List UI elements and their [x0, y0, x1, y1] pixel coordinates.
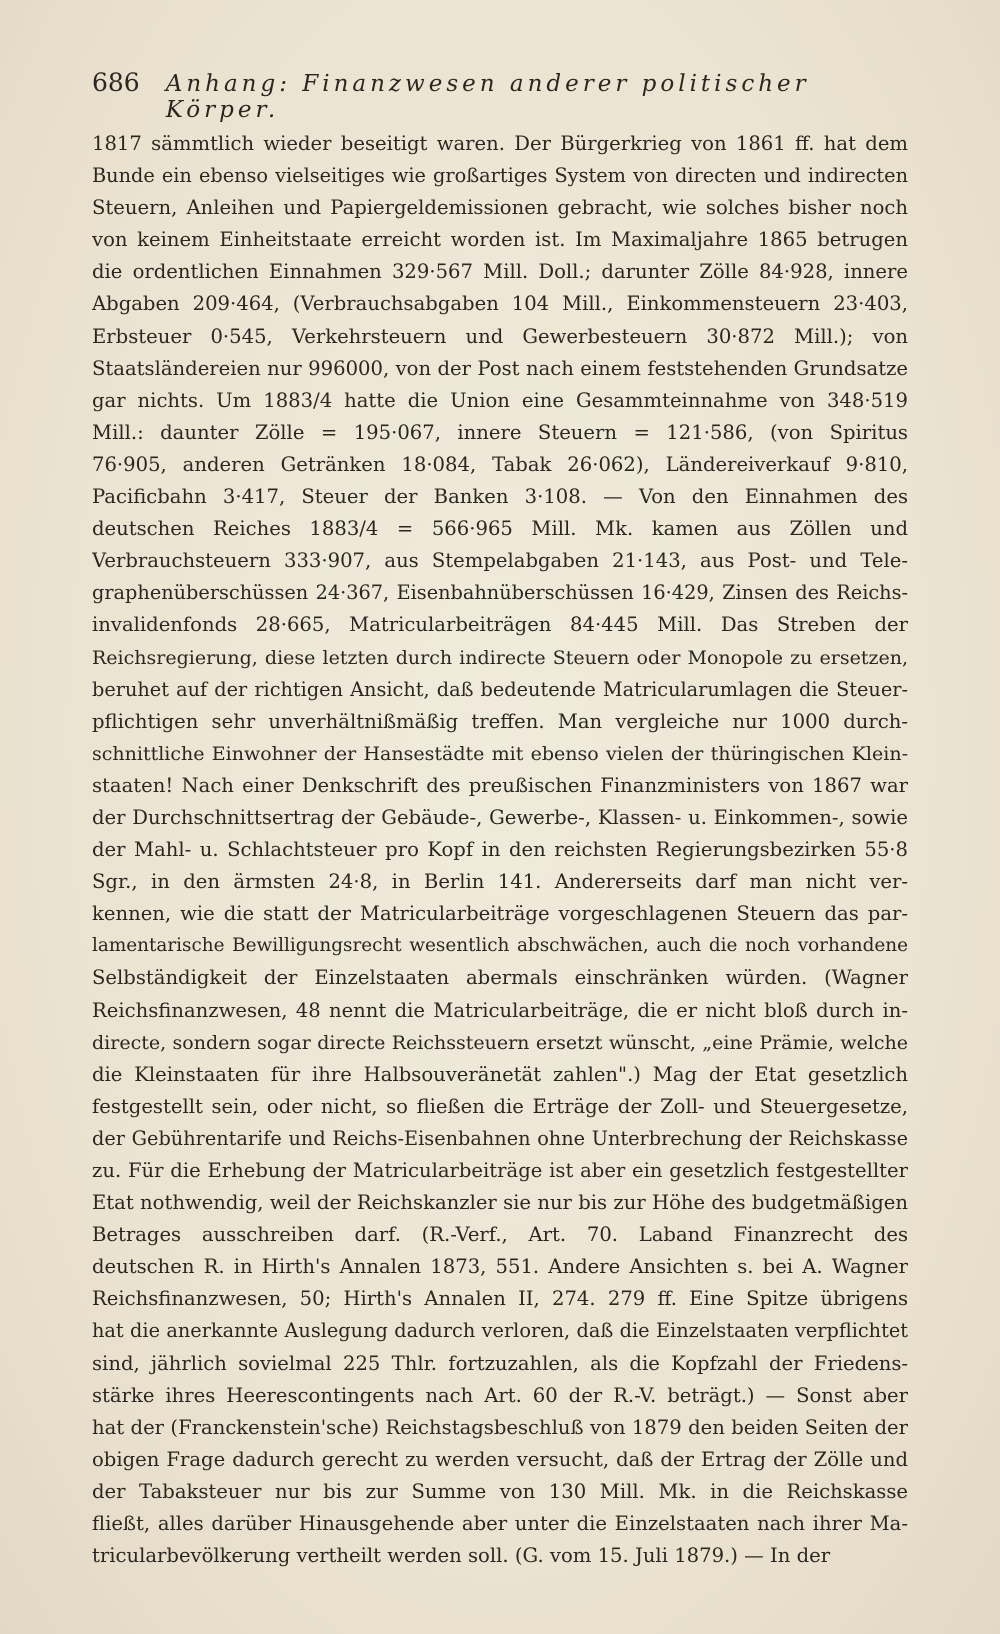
page-number: 686: [92, 68, 140, 97]
text-line: von keinem Einheitstaate erreicht worden ist. Im Maximaljahre 1865 betrugen: [92, 228, 908, 252]
text-line: invalidenfonds 28·665, Matricularbeiträgen 84·445 Mill. Das Streben der: [92, 613, 908, 637]
text-line: der Gebührentarife und Reichs-Eisenbahnen ohne Unterbrechung der Reichskasse: [92, 1126, 908, 1150]
text-line: sind, jährlich sovielmal 225 Thlr. fortzuzahlen, als die Kopfzahl der Friedens-: [92, 1351, 908, 1375]
text-line: der Tabaksteuer nur bis zur Summe von 130 Mill. Mk. in die Reichskasse: [92, 1479, 908, 1503]
text-line: directe, sondern sogar directe Reichssteuern ersetzt wünscht, „eine Prämie, welche: [92, 1031, 908, 1054]
text-line: zu. Für die Erhebung der Matricularbeiträge ist aber ein gesetzlich festgestellter: [92, 1159, 908, 1182]
text-line: die Kleinstaaten für ihre Halbsouveränetät zahlen".) Mag der Etat gesetzlich: [92, 1062, 908, 1086]
text-line: Erbsteuer 0·545, Verkehrsteuern und Gewerbesteuern 30·872 Mill.); von: [92, 324, 908, 348]
text-line: Reichsfinanzwesen, 48 nennt die Matricularbeiträge, die er nicht bloß durch in-: [92, 998, 908, 1022]
text-line: Selbständigkeit der Einzelstaaten abermals einschränken würden. (Wagner: [92, 966, 908, 990]
text-line: tricularbevölkerung vertheilt werden soll. (G. vom 15. Juli 1879.) — In der: [92, 1544, 831, 1568]
text-line: obigen Frage dadurch gerecht zu werden versucht, daß der Ertrag der Zölle und: [92, 1447, 908, 1471]
text-line: deutschen R. in Hirth's Annalen 1873, 551. Andere Ansichten s. bei A. Wagner: [92, 1255, 908, 1279]
text-line: beruhet auf der richtigen Ansicht, daß bedeutende Matricularumlagen die Steuer-: [92, 677, 908, 701]
text-line: Verbrauchsteuern 333·907, aus Stempelabgaben 21·143, aus Post- und Tele-: [92, 549, 908, 573]
text-line: staaten! Nach einer Denkschrift des preußischen Finanzministers von 1867 war: [92, 773, 908, 797]
text-line: graphenüberschüssen 24·367, Eisenbahnüberschüssen 16·429, Zinsen des Reichs-: [92, 581, 908, 605]
text-line: Betrages ausschreiben darf. (R.-Verf., Art. 70. Laband Finanzrecht des: [92, 1223, 908, 1247]
text-line: der Mahl- u. Schlachtsteuer pro Kopf in den reichsten Regierungsbezirken 55·8: [92, 838, 908, 862]
text-line: Pacificbahn 3·417, Steuer der Banken 3·108. — Von den Einnahmen des: [92, 485, 908, 509]
text-line: Steuern, Anleihen und Papiergeldemissionen gebracht, wie solches bisher noch: [92, 196, 908, 220]
text-line: fließt, alles darüber Hinausgehende aber unter die Einzelstaaten nach ihrer Ma-: [92, 1512, 908, 1536]
page-header: [92, 68, 912, 123]
text-line: Etat nothwendig, weil der Reichskanzler sie nur bis zur Höhe des budgetmäßigen: [92, 1191, 908, 1215]
text-line: Staatsländereien nur 996000, von der Post nach einem feststehenden Grundsatze: [92, 356, 908, 380]
text-line: 76·905, anderen Getränken 18·084, Tabak 26·062), Ländereiverkauf 9·810,: [92, 452, 908, 476]
text-line: festgestellt sein, oder nicht, so fließen die Erträge der Zoll- und Steuergesetze,: [92, 1094, 908, 1118]
text-line: Reichsfinanzwesen, 50; Hirth's Annalen II, 274. 279 ff. Eine Spitze übrigens: [92, 1287, 908, 1311]
text-line: Bunde ein ebenso vielseitiges wie großartiges System von directen und indirecten: [92, 164, 908, 188]
text-line: stärke ihres Heerescontingents nach Art. 60 der R.-V. beträgt.) — Sonst aber: [92, 1383, 908, 1407]
text-line: Mill.: daunter Zölle = 195·067, innere Steuern = 121·586, (von Spiritus: [92, 420, 908, 444]
text-line: kennen, wie die statt der Matricularbeiträge vorgeschlagenen Steuern das par-: [92, 902, 908, 926]
text-line: Reichsregierung, diese letzten durch indirecte Steuern oder Monopole zu ersetzen,: [92, 646, 908, 669]
text-line: gar nichts. Um 1883/4 hatte die Union eine Gesammteinnahme von 348·519: [92, 388, 908, 412]
text-line: schnittliche Einwohner der Hansestädte mit ebenso vielen der thüringischen Klein-: [92, 742, 908, 765]
text-line: hat der (Franckenstein'sche) Reichstagsbeschluß von 1879 den beiden Seiten der: [92, 1415, 908, 1439]
text-line: der Durchschnittsertrag der Gebäude-, Gewerbe-, Klassen- u. Einkommen-, sowie: [92, 805, 908, 829]
text-line: Sgr., in den ärmsten 24·8, in Berlin 141. Andererseits darf man nicht ver-: [92, 870, 908, 894]
text-line: lamentarische Bewilligungsrecht wesentlich abschwächen, auch die noch vorhandene: [92, 935, 908, 957]
text-line: deutschen Reiches 1883/4 = 566·965 Mill. Mk. kamen aus Zöllen und: [92, 517, 908, 541]
running-title: Anhang: Finanzwesen anderer politischer Körper.: [165, 71, 810, 123]
text-line: pflichtigen sehr unverhältnißmäßig treffen. Man vergleiche nur 1000 durch-: [92, 709, 908, 733]
text-line: 1817 sämmtlich wieder beseitigt waren. Der Bürgerkrieg von 1861 ff. hat dem: [92, 132, 908, 155]
text-line: die ordentlichen Einnahmen 329·567 Mill. Doll.; darunter Zölle 84·928, innere: [92, 260, 908, 284]
text-line: hat die anerkannte Auslegung dadurch verloren, daß die Einzelstaaten verpflichtet: [92, 1319, 908, 1343]
text-line: Abgaben 209·464, (Verbrauchsabgaben 104 Mill., Einkommensteuern 23·403,: [92, 292, 908, 316]
body-text: [92, 128, 908, 1572]
